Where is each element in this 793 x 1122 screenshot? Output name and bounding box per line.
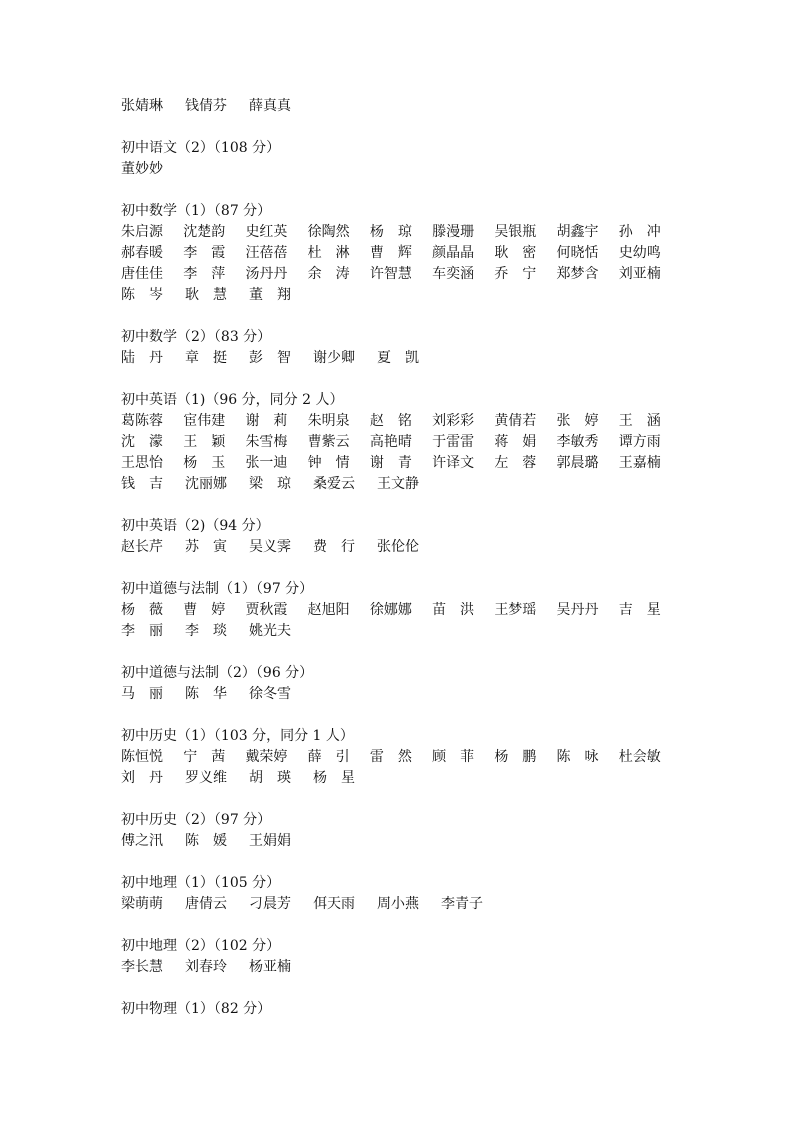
student-name: 沈 濛 [121, 434, 163, 450]
student-name: 李 琰 [185, 623, 227, 639]
award-section [121, 999, 681, 1020]
name-row [121, 453, 681, 474]
name-row [121, 264, 681, 285]
student-name: 苗 洪 [432, 602, 475, 618]
student-name: 杨 玉 [183, 455, 226, 471]
student-name: 宦伟建 [183, 413, 226, 429]
student-name: 徐冬雪 [249, 686, 291, 702]
student-name: 陈 华 [185, 686, 227, 702]
student-name: 徐陶然 [307, 224, 350, 240]
award-section [121, 327, 681, 369]
student-name: 李 萍 [183, 266, 226, 282]
section-heading: 初中数学（2）（83 分） [121, 329, 272, 345]
student-name: 钱倩芬 [185, 98, 227, 114]
section-spacer [121, 915, 681, 936]
student-name: 张一迪 [245, 455, 288, 471]
student-name: 胡鑫宇 [556, 224, 599, 240]
student-name: 章 挺 [185, 350, 227, 366]
student-name: 高艳晴 [369, 434, 412, 450]
student-name: 傅之汛 [121, 833, 163, 849]
student-name: 李长慧 [121, 959, 163, 975]
student-name: 唐佳佳 [121, 266, 163, 282]
award-list [121, 96, 681, 1020]
student-name: 顾 菲 [432, 749, 475, 765]
student-name: 佴天雨 [313, 896, 355, 912]
student-name: 王梦瑶 [494, 602, 537, 618]
student-name: 汪蓓蓓 [245, 245, 288, 261]
section-spacer [121, 642, 681, 663]
section-spacer [121, 180, 681, 201]
student-name: 李 丽 [121, 623, 163, 639]
award-section [121, 810, 681, 852]
student-name: 刘亚楠 [618, 266, 661, 282]
student-name: 车奕涵 [432, 266, 475, 282]
student-name: 谭方雨 [618, 434, 661, 450]
award-section [121, 726, 681, 789]
student-name: 罗义维 [185, 770, 227, 786]
student-name: 钱 吉 [121, 476, 163, 492]
student-name: 陈 岑 [121, 287, 163, 303]
student-name: 孙 冲 [618, 224, 661, 240]
student-name: 滕漫珊 [432, 224, 475, 240]
student-name: 李 霞 [183, 245, 226, 261]
student-name: 苏 寅 [185, 539, 227, 555]
student-name: 吴义霁 [249, 539, 291, 555]
student-name: 何晓恬 [556, 245, 599, 261]
student-name: 曹 辉 [369, 245, 412, 261]
section-spacer [121, 852, 681, 873]
student-name: 薛真真 [249, 98, 291, 114]
student-name: 梁 琼 [249, 476, 291, 492]
name-row [121, 537, 681, 558]
student-name: 颜晶晶 [432, 245, 475, 261]
student-name: 赵旭阳 [307, 602, 350, 618]
student-name: 唐倩云 [185, 896, 227, 912]
student-name: 陆 丹 [121, 350, 163, 366]
student-name: 赵长芹 [121, 539, 163, 555]
student-name: 贾秋霞 [245, 602, 288, 618]
name-row [121, 348, 681, 369]
student-name: 王嘉楠 [618, 455, 661, 471]
student-name: 费 行 [313, 539, 355, 555]
award-section [121, 663, 681, 705]
section-spacer [121, 495, 681, 516]
section-spacer [121, 306, 681, 327]
name-row [121, 159, 681, 180]
name-row [121, 747, 681, 768]
student-name: 朱明泉 [307, 413, 350, 429]
student-name: 李青子 [441, 896, 483, 912]
student-name: 杨 琼 [369, 224, 412, 240]
student-name: 胡 瑛 [249, 770, 291, 786]
name-row [121, 894, 681, 915]
section-spacer [121, 789, 681, 810]
student-name: 王文静 [377, 476, 419, 492]
section-heading: 初中英语（1)（96 分，同分 2 人） [121, 392, 344, 408]
student-name: 许智慧 [369, 266, 412, 282]
student-name: 宁 茜 [183, 749, 226, 765]
section-heading: 初中地理（2）（102 分） [121, 938, 281, 954]
award-section [121, 201, 681, 306]
student-name: 谢 青 [369, 455, 412, 471]
student-name: 谢少卿 [313, 350, 355, 366]
student-name: 周小燕 [377, 896, 419, 912]
student-name: 余 涛 [307, 266, 350, 282]
student-name: 张伦伦 [377, 539, 419, 555]
student-name: 杨亚楠 [249, 959, 291, 975]
award-section [121, 138, 681, 180]
student-name: 于雷雷 [432, 434, 475, 450]
student-name: 沈楚韵 [183, 224, 226, 240]
award-section [121, 390, 681, 495]
student-name: 王思怡 [121, 455, 163, 471]
section-heading: 初中数学（1）（87 分） [121, 203, 272, 219]
student-name: 刘春玲 [185, 959, 227, 975]
student-name: 黄倩若 [494, 413, 537, 429]
student-name: 陈 咏 [556, 749, 599, 765]
student-name: 雷 然 [369, 749, 412, 765]
section-spacer [121, 558, 681, 579]
student-name: 葛陈蓉 [121, 413, 163, 429]
student-name: 徐娜娜 [369, 602, 412, 618]
student-name: 姚光夫 [249, 623, 291, 639]
name-row [121, 621, 681, 642]
student-name: 谢 莉 [245, 413, 288, 429]
award-section [121, 936, 681, 978]
student-name: 王娟娟 [249, 833, 291, 849]
section-spacer [121, 978, 681, 999]
student-name: 张 婷 [556, 413, 599, 429]
student-name: 夏 凯 [377, 350, 419, 366]
section-heading: 初中道德与法制（1）（97 分） [121, 581, 314, 597]
student-name: 董妙妙 [121, 161, 163, 177]
section-heading: 初中英语（2)（94 分） [121, 518, 270, 534]
student-name: 郭晨璐 [556, 455, 599, 471]
section-heading: 初中语文（2）（108 分） [121, 140, 281, 156]
student-name: 蒋 娟 [494, 434, 537, 450]
section-spacer [121, 117, 681, 138]
section-spacer [121, 369, 681, 390]
award-section [121, 516, 681, 558]
student-name: 梁萌萌 [121, 896, 163, 912]
student-name: 耿 密 [494, 245, 537, 261]
student-name: 赵 铭 [369, 413, 412, 429]
student-name: 张婧琳 [121, 98, 163, 114]
student-name: 钟 情 [307, 455, 350, 471]
section-spacer [121, 705, 681, 726]
name-row [121, 222, 681, 243]
student-name: 彭 智 [249, 350, 291, 366]
name-row [121, 243, 681, 264]
name-row [121, 411, 681, 432]
section-heading: 初中历史（1）（103 分，同分 1 人） [121, 728, 354, 744]
student-name: 陈恒悦 [121, 749, 163, 765]
name-row [121, 432, 681, 453]
award-section [121, 873, 681, 915]
name-row [121, 474, 681, 495]
student-name: 王 颖 [183, 434, 226, 450]
name-row [121, 684, 681, 705]
student-name: 朱启源 [121, 224, 163, 240]
student-name: 曹 婷 [183, 602, 226, 618]
student-name: 杨 鹏 [494, 749, 537, 765]
student-name: 汤丹丹 [245, 266, 288, 282]
student-name: 史红英 [245, 224, 288, 240]
student-name: 桑爱云 [313, 476, 355, 492]
name-row [121, 600, 681, 621]
student-name: 杨 薇 [121, 602, 163, 618]
student-name: 刘 丹 [121, 770, 163, 786]
student-name: 沈丽娜 [185, 476, 227, 492]
student-name: 史幼鸣 [618, 245, 661, 261]
name-row [121, 285, 681, 306]
student-name: 杜会敏 [618, 749, 661, 765]
name-row [121, 96, 681, 117]
student-name: 郝春暖 [121, 245, 163, 261]
student-name: 耿 慧 [185, 287, 227, 303]
student-name: 乔 宁 [494, 266, 537, 282]
student-name: 吴银瓶 [494, 224, 537, 240]
student-name: 左 蓉 [494, 455, 537, 471]
student-name: 陈 媛 [185, 833, 227, 849]
student-name: 刁晨芳 [249, 896, 291, 912]
student-name: 许译文 [432, 455, 475, 471]
name-row [121, 831, 681, 852]
student-name: 杨 星 [313, 770, 355, 786]
award-section [121, 579, 681, 642]
student-name: 马 丽 [121, 686, 163, 702]
student-name: 杜 淋 [307, 245, 350, 261]
student-name: 朱雪梅 [245, 434, 288, 450]
student-name: 薛 引 [307, 749, 350, 765]
section-heading: 初中历史（2）（97 分） [121, 812, 272, 828]
student-name: 曹紫云 [307, 434, 350, 450]
student-name: 董 翔 [249, 287, 291, 303]
award-section [121, 96, 681, 117]
student-name: 王 涵 [618, 413, 661, 429]
section-heading: 初中道德与法制（2）（96 分） [121, 665, 314, 681]
student-name: 戴荣婷 [245, 749, 288, 765]
student-name: 刘彩彩 [432, 413, 475, 429]
student-name: 郑梦含 [556, 266, 599, 282]
student-name: 吴丹丹 [556, 602, 599, 618]
section-heading: 初中物理（1）（82 分） [121, 1001, 272, 1017]
name-row [121, 957, 681, 978]
student-name: 李敏秀 [556, 434, 599, 450]
student-name: 吉 星 [618, 602, 661, 618]
section-heading: 初中地理（1）（105 分） [121, 875, 281, 891]
name-row [121, 768, 681, 789]
